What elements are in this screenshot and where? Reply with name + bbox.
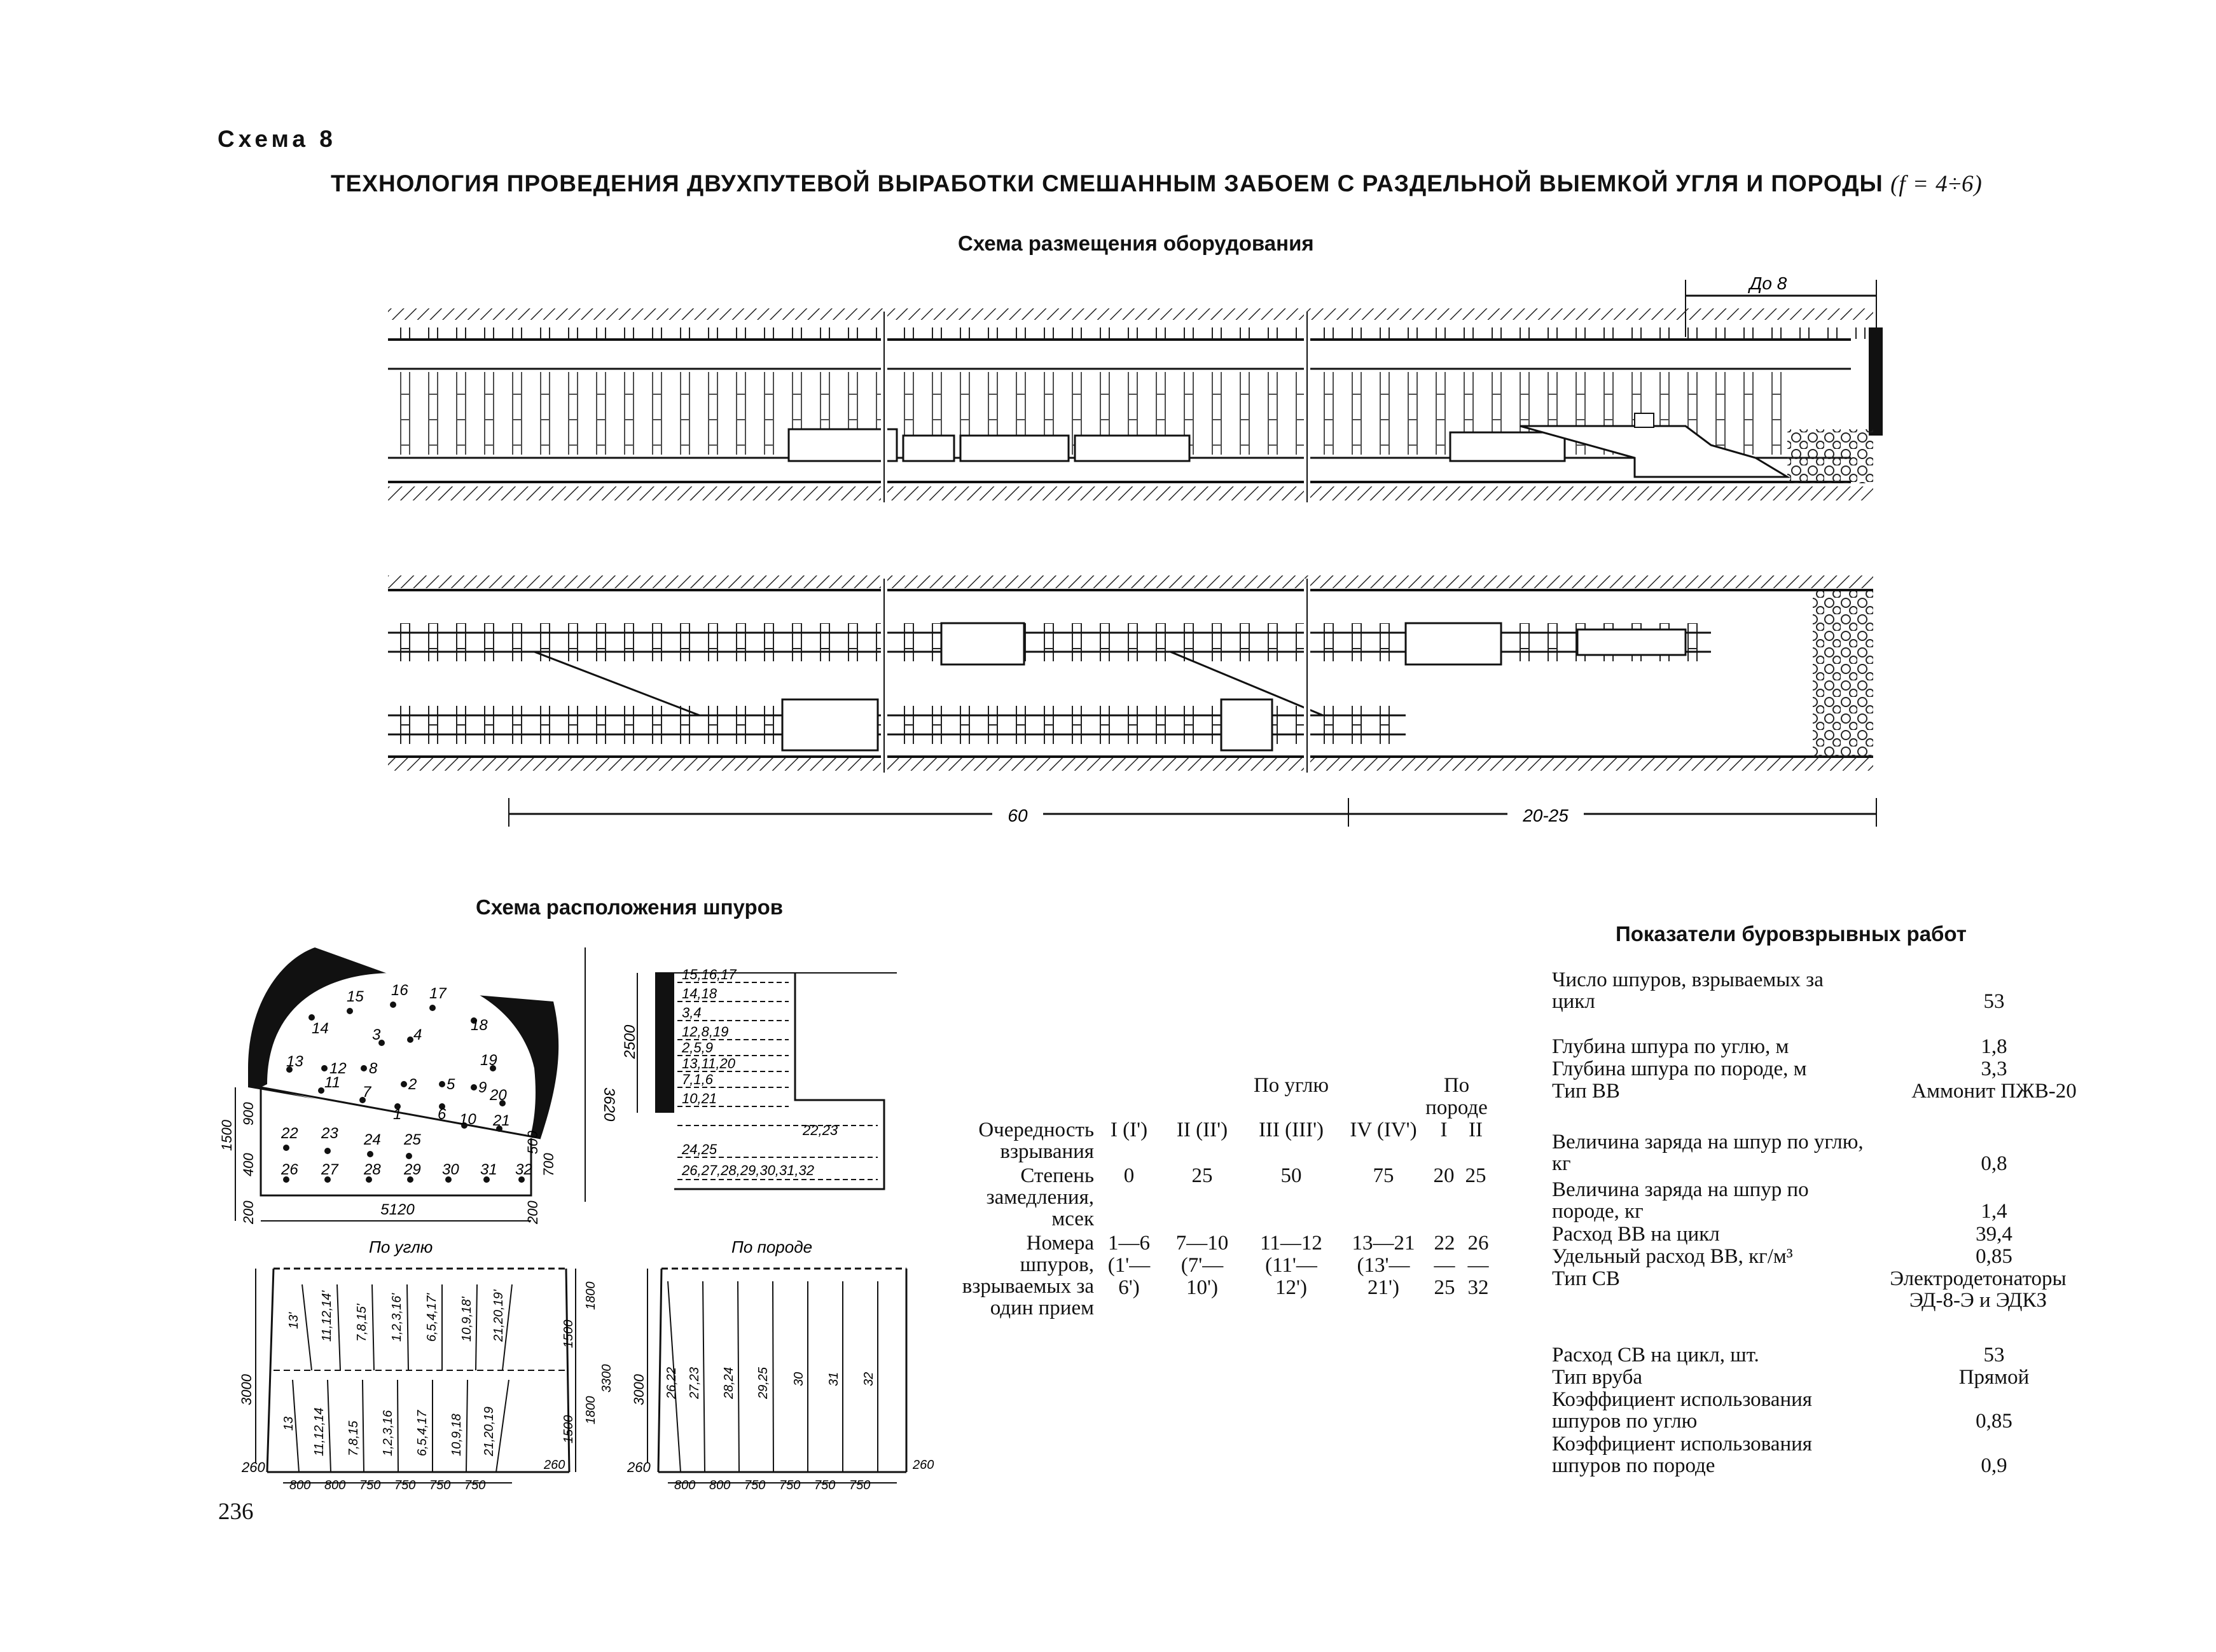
svg-text:27: 27: [321, 1161, 338, 1178]
dim-20-25-label: 20-25: [1523, 806, 1569, 825]
side-label-9: 22,23: [803, 1122, 838, 1138]
holes-6: 26— 32: [1467, 1232, 1489, 1299]
svg-text:2: 2: [408, 1076, 417, 1093]
side-label-1: 15,16,17: [682, 967, 737, 982]
svg-text:17: 17: [429, 985, 447, 1002]
order-4: IV (IV'): [1350, 1119, 1417, 1141]
order-5: I: [1440, 1119, 1448, 1141]
holes-3: 11—12 (11'— 12'): [1260, 1232, 1322, 1299]
face-section-diagram: [219, 935, 618, 1240]
dim-60-label: 60: [1008, 806, 1028, 825]
svg-text:6: 6: [438, 1106, 447, 1123]
coal-top-2: 11,12,14': [320, 1290, 334, 1342]
blast-sequence-table: [954, 1075, 1495, 1348]
holes-4: 13—21 (13'— 21'): [1352, 1232, 1415, 1299]
svg-text:7: 7: [363, 1084, 371, 1101]
equipment-scheme-title: Схема размещения оборудования: [958, 231, 1314, 255]
holes-1: 1—6 (1'— 6'): [1107, 1232, 1151, 1299]
rock-label-2: 27,23: [688, 1366, 702, 1399]
scheme-label: Схема 8: [218, 126, 336, 152]
rock-bottom-6: 750: [849, 1478, 871, 1492]
coal-bottom-2: 800: [324, 1478, 346, 1492]
svg-text:24: 24: [364, 1131, 381, 1148]
rock-label-1: 26,22: [665, 1366, 679, 1399]
svg-text:20: 20: [490, 1087, 507, 1104]
order-1: I (I'): [1110, 1119, 1148, 1141]
coal-dim-1500b: 1500: [562, 1415, 576, 1443]
side-dim: 2500: [621, 1024, 639, 1059]
delay-4: 75: [1373, 1164, 1394, 1187]
svg-text:13: 13: [286, 1053, 303, 1070]
svg-text:16: 16: [391, 982, 408, 999]
svg-text:25: 25: [404, 1131, 421, 1148]
svg-text:1: 1: [393, 1106, 402, 1123]
svg-text:23: 23: [321, 1125, 338, 1142]
side-label-2: 14,18: [682, 986, 717, 1002]
blast-head-coal: По углю: [1253, 1074, 1329, 1097]
coal-bot-6: 10,9,18: [450, 1414, 464, 1456]
equipment-diagram: [369, 267, 1921, 839]
svg-text:31: 31: [480, 1161, 497, 1178]
coal-bot-5: 6,5,4,17: [415, 1410, 429, 1456]
order-3: III (III'): [1258, 1119, 1324, 1141]
svg-text:5: 5: [447, 1076, 455, 1093]
coal-bottom-1: 800: [289, 1478, 311, 1492]
coal-dim-1500a: 1500: [562, 1319, 576, 1348]
order-6: II: [1469, 1119, 1483, 1141]
side-label-8: 10,21: [682, 1091, 717, 1106]
svg-text:8: 8: [369, 1060, 378, 1077]
rock-dim-3000: 3000: [631, 1374, 647, 1405]
coal-bottom-5: 750: [429, 1478, 451, 1492]
dim-to-8-label: До 8: [1749, 273, 1787, 293]
coal-dim-1800b: 1800: [584, 1396, 598, 1424]
rock-label-7: 32: [862, 1372, 876, 1386]
page-number: 236: [218, 1499, 254, 1525]
svg-text:11: 11: [324, 1074, 340, 1091]
order-2: II (II'): [1176, 1119, 1228, 1141]
blast-label-order: Очередность взрывания: [978, 1119, 1094, 1163]
svg-text:19: 19: [480, 1052, 497, 1069]
rock-bottom-2: 800: [709, 1478, 731, 1492]
dim-bottom: [509, 798, 1876, 827]
coal-top-4: 1,2,3,16': [390, 1293, 404, 1342]
rock-bottom-4: 750: [779, 1478, 801, 1492]
coal-bottom-3: 750: [359, 1478, 381, 1492]
blast-head-rock: По породе: [1425, 1074, 1488, 1119]
svg-text:22: 22: [281, 1125, 298, 1142]
coal-bottom-6: 750: [464, 1478, 486, 1492]
delay-5: 20: [1433, 1164, 1455, 1187]
svg-text:14: 14: [312, 1020, 329, 1037]
blast-label-delay: Степень замедления, мсек: [986, 1164, 1094, 1230]
svg-text:30: 30: [442, 1161, 459, 1178]
holes-scheme-title: Схема расположения шпуров: [476, 895, 784, 919]
dim-width: 5120: [380, 1201, 415, 1218]
svg-text:28: 28: [364, 1161, 381, 1178]
coal-bot-2: 11,12,14: [312, 1407, 326, 1456]
blast-label-holes: Номера шпуров, взрываемых за один прием: [962, 1232, 1094, 1319]
coal-dim-1800a: 1800: [584, 1281, 598, 1310]
coal-dim-3000: 3000: [239, 1374, 254, 1405]
rock-label-6: 31: [827, 1372, 841, 1386]
coal-bot-3: 7,8,15: [347, 1421, 361, 1456]
coal-top-6: 10,9,18': [460, 1297, 474, 1342]
svg-text:26: 26: [281, 1161, 298, 1178]
dim-left-900: 900: [240, 1102, 256, 1125]
coal-top-5: 6,5,4,17': [425, 1293, 439, 1342]
svg-text:3: 3: [372, 1026, 381, 1043]
coal-dim-260-left: 260: [242, 1459, 265, 1475]
coal-bottom-4: 750: [394, 1478, 416, 1492]
delay-6: 25: [1465, 1164, 1486, 1187]
delay-1: 0: [1123, 1164, 1135, 1187]
delay-3: 50: [1280, 1164, 1302, 1187]
dim-right-500: 500: [525, 1131, 541, 1154]
coal-title: По углю: [369, 1237, 433, 1256]
rock-bottom-3: 750: [744, 1478, 766, 1492]
dim-right-700: 700: [541, 1153, 557, 1176]
side-label-5: 2,5,9: [682, 1040, 713, 1056]
side-label-10: 24,25: [682, 1141, 717, 1157]
side-holes-diagram: [621, 954, 910, 1202]
plan-view: [388, 575, 1873, 773]
svg-text:32: 32: [515, 1161, 532, 1178]
rock-bottom-5: 750: [814, 1478, 836, 1492]
coal-bot-1: 13: [282, 1416, 296, 1431]
rock-dim-260-right: 260: [913, 1458, 934, 1472]
side-label-6: 13,11,20: [682, 1056, 736, 1071]
rock-label-3: 28,24: [722, 1366, 736, 1399]
dim-right-200: 200: [525, 1201, 541, 1224]
dim-height: 3620: [600, 1087, 618, 1122]
svg-text:12: 12: [329, 1060, 347, 1077]
rock-label-5: 30: [792, 1372, 806, 1386]
coal-top-7: 21,20,19': [492, 1290, 506, 1342]
dim-left-400: 400: [240, 1153, 256, 1176]
svg-text:10: 10: [459, 1111, 476, 1128]
holes-2: 7—10 (7'— 10'): [1175, 1232, 1229, 1299]
elevation-view: [388, 308, 1883, 502]
rock-dim-260-left: 260: [627, 1459, 651, 1475]
coal-bot-7: 21,20,19: [482, 1407, 496, 1456]
delay-2: 25: [1191, 1164, 1213, 1187]
title-f: (f = 4÷6): [1890, 171, 1983, 197]
svg-text:9: 9: [478, 1079, 487, 1096]
side-label-4: 12,8,19: [682, 1024, 729, 1040]
svg-text:18: 18: [471, 1017, 488, 1034]
coal-top-3: 7,8,15': [355, 1304, 369, 1342]
title-text: ТЕХНОЛОГИЯ ПРОВЕДЕНИЯ ДВУХПУТЕВОЙ ВЫРАБОТКИ СМЕШАННЫМ ЗАБОЕМ С РАЗДЕЛЬНОЙ ВЫЕМКОЙ УГЛЯ И ПОРОДЫ: [331, 170, 1883, 196]
svg-text:29: 29: [404, 1161, 421, 1178]
coal-dim-260-right: 260: [544, 1458, 565, 1472]
side-label-11: 26,27,28,29,30,31,32: [682, 1162, 814, 1178]
indicators-title: Показатели буровзрывных работ: [1616, 922, 1967, 946]
rock-title: По породе: [731, 1237, 813, 1256]
rock-bottom-1: 800: [674, 1478, 696, 1492]
rock-pattern-diagram: [623, 1234, 954, 1494]
svg-text:21: 21: [493, 1112, 510, 1129]
side-label-7: 7,1,6: [682, 1071, 713, 1087]
rock-label-4: 29,25: [756, 1366, 770, 1399]
dim-left-1500: 1500: [219, 1120, 235, 1151]
side-label-3: 3,4: [682, 1005, 702, 1021]
svg-text:15: 15: [347, 988, 364, 1005]
svg-text:4: 4: [413, 1026, 422, 1043]
coal-dim-3300: 3300: [600, 1364, 614, 1393]
coal-pattern-diagram: [223, 1234, 617, 1494]
holes-5: 22— 25: [1434, 1232, 1455, 1299]
page-title: [331, 170, 1983, 198]
coal-bot-4: 1,2,3,16: [381, 1410, 395, 1456]
coal-top-1: 13': [287, 1312, 301, 1329]
dim-left-200: 200: [240, 1201, 256, 1224]
